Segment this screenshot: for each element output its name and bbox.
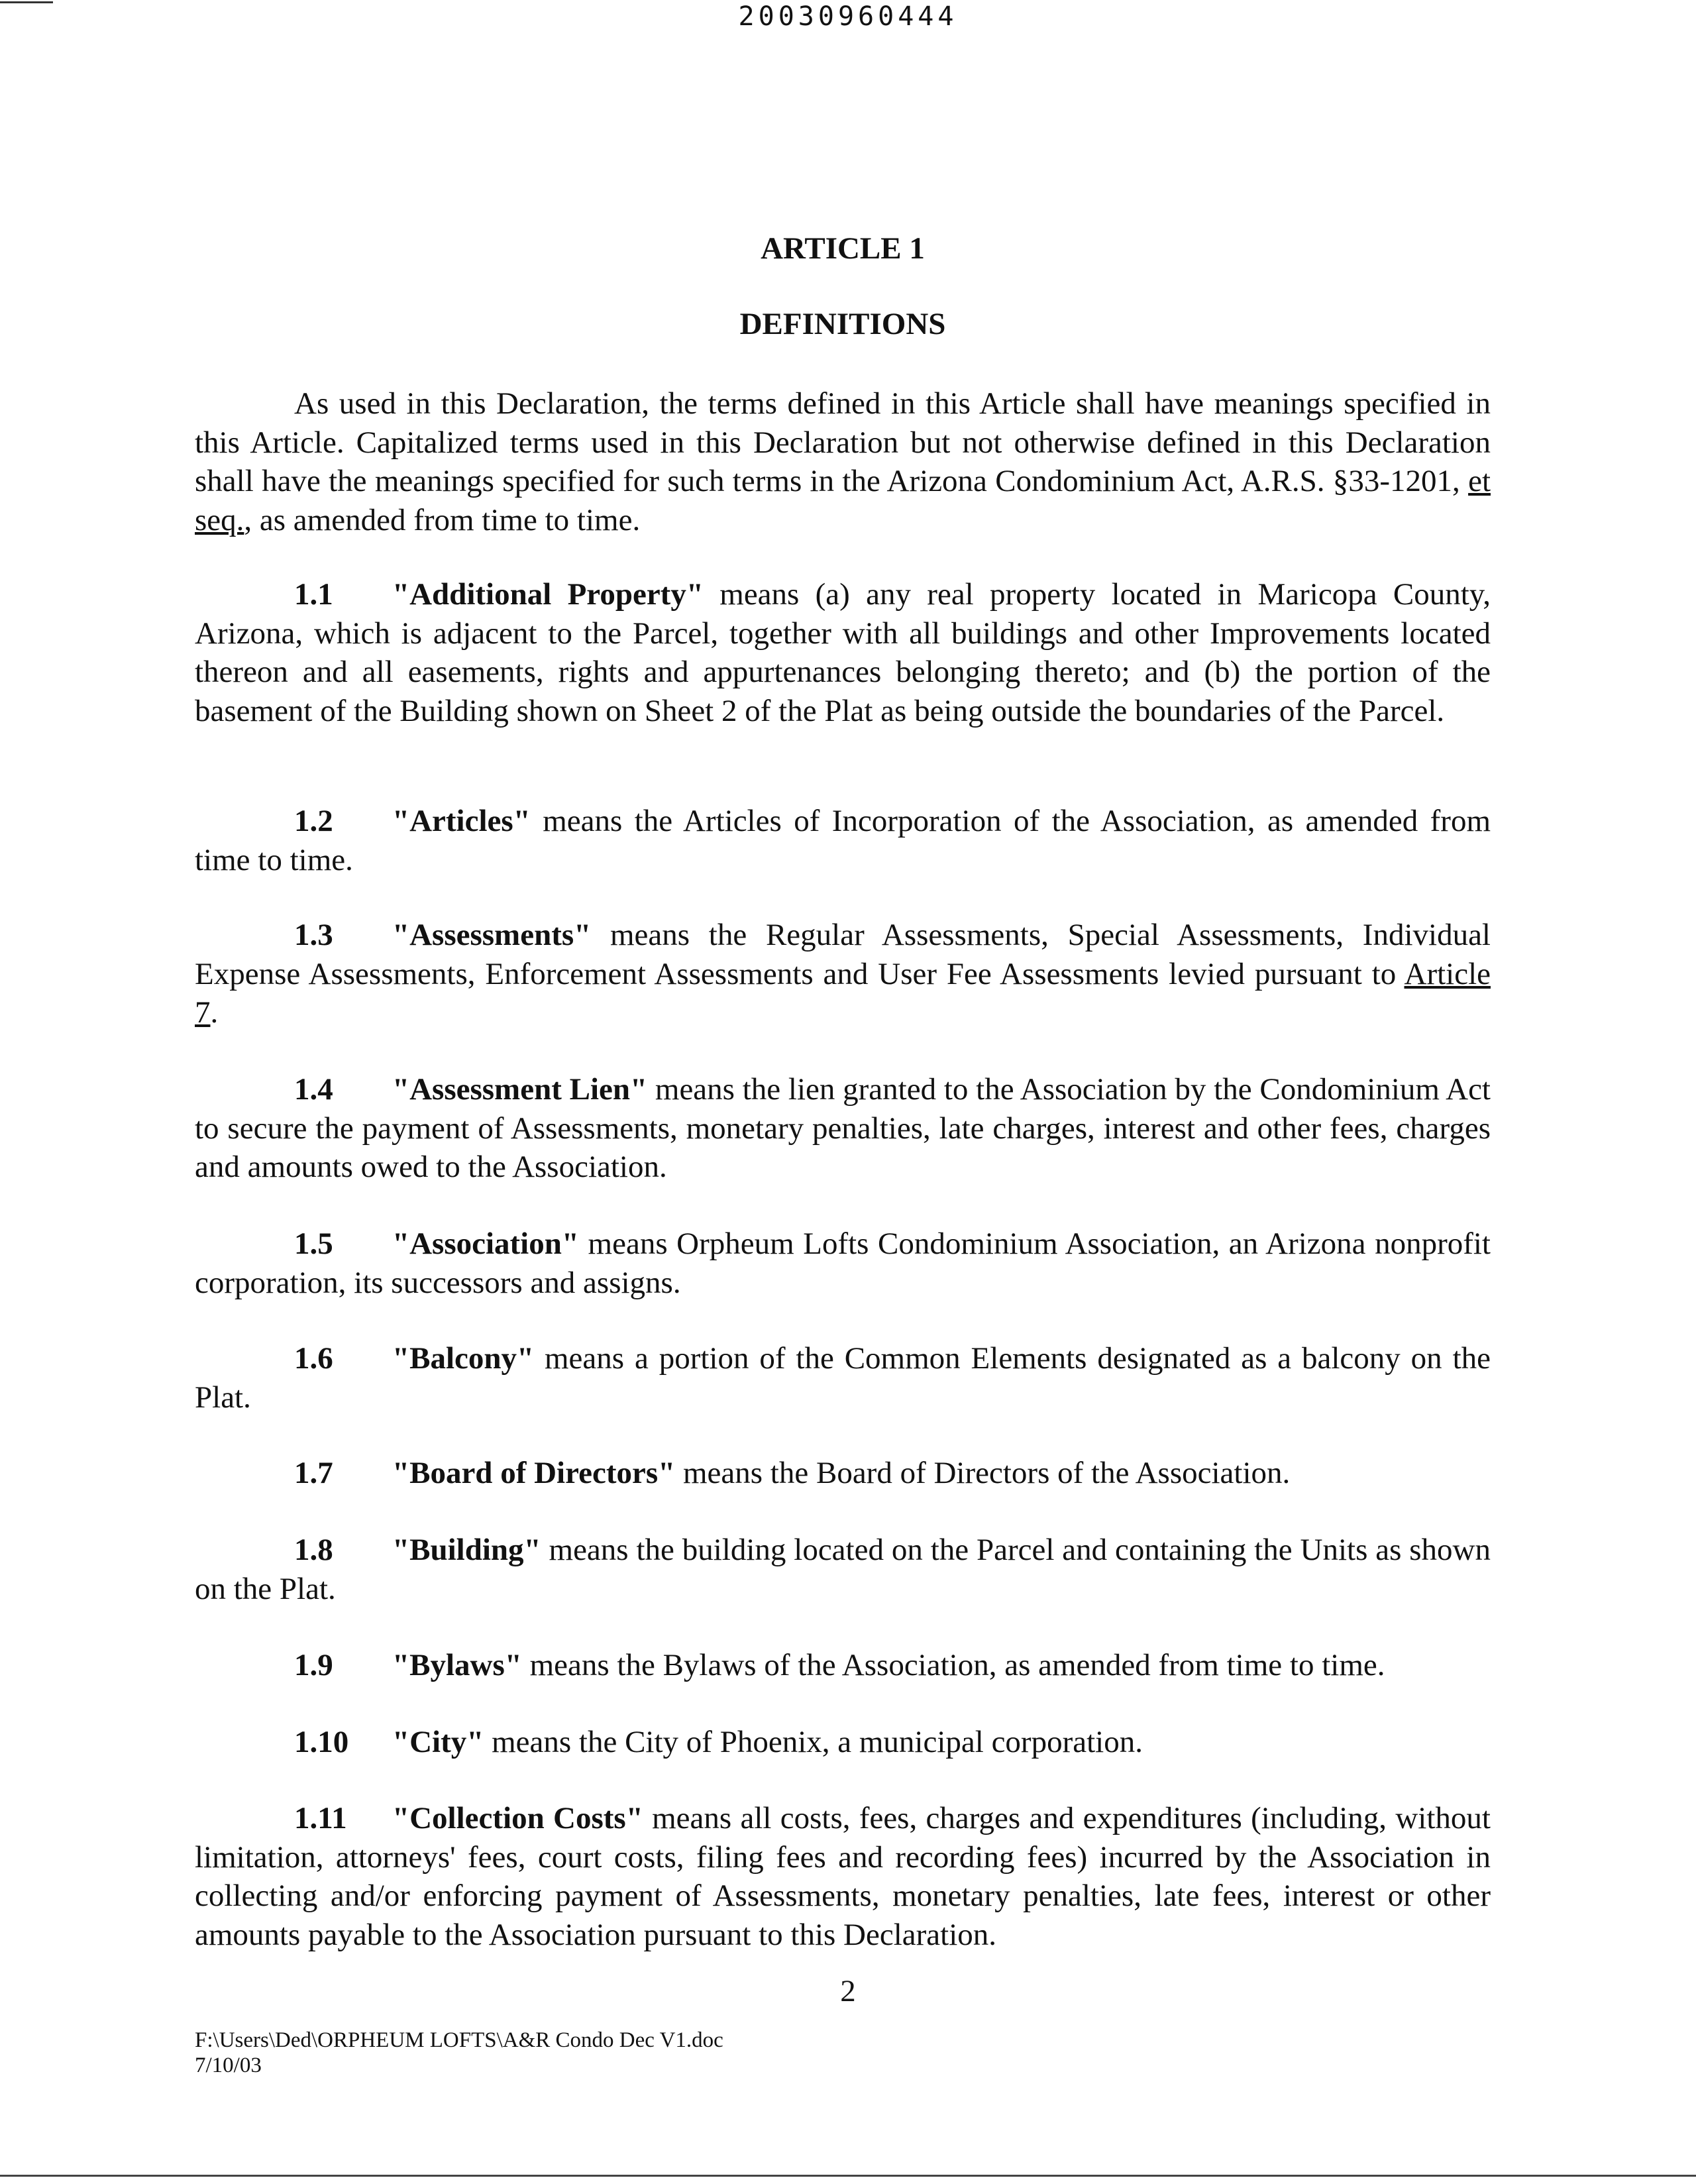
term-collection-costs: "Collection Costs" (392, 1801, 643, 1835)
term-balcony: "Balcony" (392, 1341, 535, 1376)
definition-1-8: 1.8 "Building" means the building located on the Parcel and containing the Units as shown on the Plat. (195, 1533, 1491, 1606)
term-board-of-directors: "Board of Directors" (392, 1456, 676, 1490)
term-city: "City" (392, 1725, 484, 1759)
intro-seq: seq. (195, 502, 244, 537)
term-articles: "Articles" (392, 804, 531, 838)
footer-date: 7/10/03 (195, 2053, 262, 2077)
intro-paragraph (195, 384, 1491, 539)
term-assessment-lien: "Assessment Lien" (392, 1072, 648, 1107)
document-number: 20030960444 (738, 1, 958, 32)
intro-text-a: As used in this Declaration, the terms defined in this Article shall have meanings specified in this Article. Capitalized terms used in this Declaration but not otherwise defined in this Declaration shall have the meanings specified for such terms in the Arizona Condominium Act, A.R.S. §33-1201, (195, 386, 1491, 498)
definition-1-1: 1.1 "Additional Property" means (a) any real property located in Maricopa County, Arizona, which is adjacent to the Parcel, together with all buildings and other Improvements located thereon and all easements, rights and appurtenances belonging thereto; and (b) the portion of the basement of the Building shown on Sheet 2 of the Plat as being outside the boundaries of the Parcel. (195, 577, 1491, 728)
term-assessments: "Assessments" (392, 918, 592, 952)
term-bylaws: "Bylaws" (392, 1648, 522, 1682)
definition-1-5: 1.5 "Association" means Orpheum Lofts Condominium Association, an Arizona nonprofit corporation, its successors and assigns. (195, 1227, 1491, 1300)
intro-et: et (1468, 464, 1491, 498)
article-heading: ARTICLE 1 (761, 231, 925, 266)
definition-1-9: 1.9 "Bylaws" means the Bylaws of the Association, as amended from time to time. (294, 1648, 1385, 1682)
term-association: "Association" (392, 1227, 579, 1261)
intro-text-b: , as amended from time to time. (244, 502, 641, 537)
page-number: 2 (840, 1974, 856, 2008)
footer (195, 2028, 723, 2078)
definition-1-4: 1.4 "Assessment Lien" means the lien granted to the Association by the Condominium Act to secure the payment of Assessments, monetary penalties, late charges, interest and other fees, charges and amounts owed to the Association. (195, 1072, 1491, 1184)
definition-1-11: 1.11 "Collection Costs" means all costs, fees, charges and expenditures (including, without limitation, attorneys' fees, court costs, filing fees and recording fees) incurred by the Association in collecting and/or enforcing payment of Assessments, monetary penalties, late fees, interest or other amounts payable to the Association pursuant to this Declaration. (195, 1801, 1491, 1952)
definition-1-10: 1.10 "City" means the City of Phoenix, a municipal corporation. (294, 1725, 1143, 1759)
definition-1-3: 1.3 "Assessments" means the Regular Assessments, Special Assessments, Individual Expense Assessments, Enforcement Assessments and User Fee Assessments levied pursuant to Article 7. (195, 918, 1491, 1030)
term-additional-property: "Additional Property" (392, 577, 704, 612)
bottom-rule (0, 2175, 1696, 2177)
footer-file-path: F:\Users\Ded\ORPHEUM LOFTS\A&R Condo Dec V1.doc (195, 2028, 723, 2052)
definition-1-2: 1.2 "Articles" means the Articles of Incorporation of the Association, as amended from time to time. (195, 804, 1491, 877)
section-heading: DEFINITIONS (739, 307, 946, 341)
definition-1-7: 1.7 "Board of Directors" means the Board of Directors of the Association. (294, 1456, 1291, 1490)
definition-1-6: 1.6 "Balcony" means a portion of the Common Elements designated as a balcony on the Plat. (195, 1341, 1491, 1415)
term-building: "Building" (392, 1533, 541, 1567)
article-7-link[interactable]: Article 7 (195, 956, 1491, 1030)
